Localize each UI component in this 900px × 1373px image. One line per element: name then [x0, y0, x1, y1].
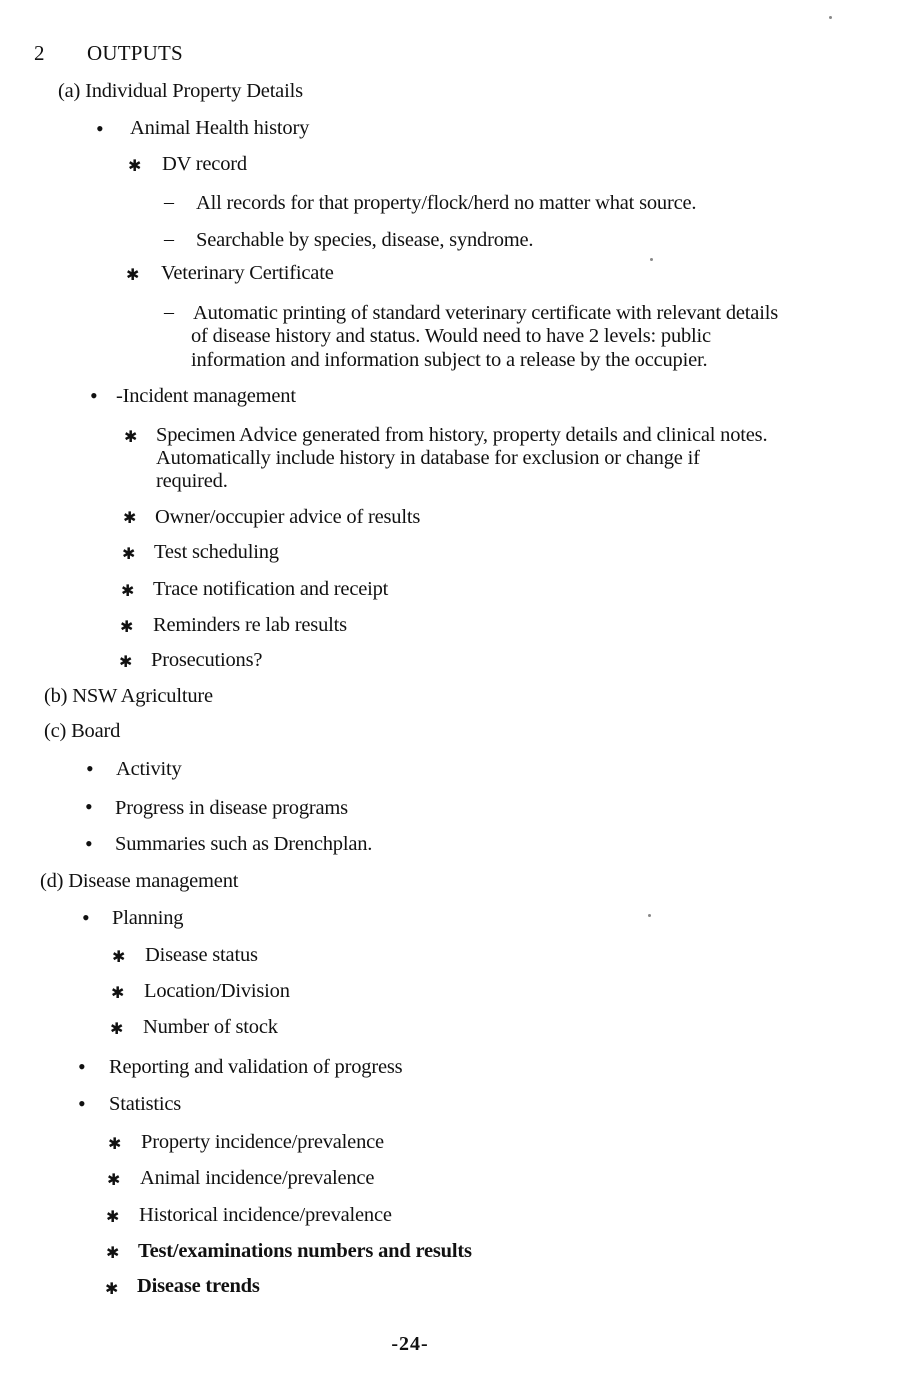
bullet-star: ✱ — [107, 1172, 121, 1189]
bullet-dot: • — [78, 1091, 86, 1116]
scan-speck — [829, 16, 832, 19]
statistics-item: Animal incidence/prevalence — [140, 1167, 375, 1189]
bullet-dot: • — [85, 794, 93, 819]
specimen-advice-line: required. — [156, 470, 228, 492]
bullet-dot: • — [82, 905, 90, 930]
subsection-a-heading: (a) Individual Property Details — [58, 80, 303, 102]
statistics-item: Disease trends — [137, 1275, 260, 1297]
incident-management-label: -Incident management — [116, 385, 296, 407]
section-title: OUTPUTS — [87, 41, 183, 65]
specimen-advice-line: Automatically include history in database for exclusion or change if — [156, 447, 700, 469]
bullet-star: ✱ — [105, 1281, 119, 1298]
statistics-label: Statistics — [109, 1093, 182, 1115]
subsection-c-heading: (c) Board — [44, 720, 121, 742]
bullet-star: ✱ — [128, 158, 142, 175]
animal-health-label: Animal Health history — [130, 117, 310, 139]
bullet-dot: • — [78, 1054, 86, 1079]
bullet-star: ✱ — [111, 985, 125, 1002]
bullet-star: ✱ — [110, 1021, 124, 1038]
vet-cert-text-line: Automatic printing of standard veterinary certificate with relevant details — [193, 302, 778, 324]
subsection-d-heading: (d) Disease management — [40, 870, 239, 892]
statistics-item: Property incidence/prevalence — [141, 1131, 384, 1153]
board-item: Summaries such as Drenchplan. — [115, 833, 373, 855]
bullet-dot: • — [90, 383, 98, 408]
board-item: Activity — [116, 758, 182, 780]
bullet-dash: – — [164, 191, 174, 213]
reporting-label: Reporting and validation of progress — [109, 1056, 403, 1078]
specimen-advice-line: Specimen Advice generated from history, property details and clinical notes. — [156, 424, 768, 446]
incident-item: Trace notification and receipt — [153, 578, 389, 600]
bullet-star: ✱ — [123, 510, 137, 527]
statistics-item: Historical incidence/prevalence — [139, 1204, 392, 1226]
bullet-star: ✱ — [108, 1136, 122, 1153]
planning-label: Planning — [112, 907, 184, 929]
vet-cert-label: Veterinary Certificate — [161, 262, 334, 284]
bullet-star: ✱ — [120, 619, 134, 636]
vet-cert-text-line: information and information subject to a release by the occupier. — [191, 349, 708, 371]
dv-record-item: Searchable by species, disease, syndrome. — [196, 229, 534, 251]
board-item: Progress in disease programs — [115, 797, 348, 819]
planning-item: Number of stock — [143, 1016, 278, 1038]
bullet-star: ✱ — [119, 654, 133, 671]
bullet-dash: – — [164, 228, 174, 250]
bullet-star: ✱ — [121, 583, 135, 600]
incident-item: Test scheduling — [154, 541, 279, 563]
dv-record-label: DV record — [162, 153, 247, 175]
bullet-dot: • — [86, 756, 94, 781]
section-number: 2 — [34, 41, 45, 65]
planning-item: Location/Division — [144, 980, 290, 1002]
incident-item: Owner/occupier advice of results — [155, 506, 421, 528]
page-number: -24- — [391, 1333, 429, 1355]
bullet-star: ✱ — [106, 1209, 120, 1226]
bullet-star: ✱ — [126, 267, 140, 284]
bullet-dot: • — [85, 831, 93, 856]
bullet-dot: • — [96, 116, 104, 141]
scan-speck — [648, 914, 651, 917]
vet-cert-text-line: of disease history and status. Would need to have 2 levels: public — [191, 325, 711, 347]
subsection-b-heading: (b) NSW Agriculture — [44, 685, 213, 707]
bullet-dash: – — [164, 301, 174, 323]
bullet-star: ✱ — [106, 1245, 120, 1262]
scan-speck — [650, 258, 653, 261]
dv-record-item: All records for that property/flock/herd no matter what source. — [196, 192, 697, 214]
bullet-star: ✱ — [124, 429, 138, 446]
incident-item: Prosecutions? — [151, 649, 263, 671]
bullet-star: ✱ — [112, 949, 126, 966]
incident-item: Reminders re lab results — [153, 614, 347, 636]
bullet-star: ✱ — [122, 546, 136, 563]
planning-item: Disease status — [145, 944, 258, 966]
statistics-item: Test/examinations numbers and results — [138, 1240, 472, 1262]
